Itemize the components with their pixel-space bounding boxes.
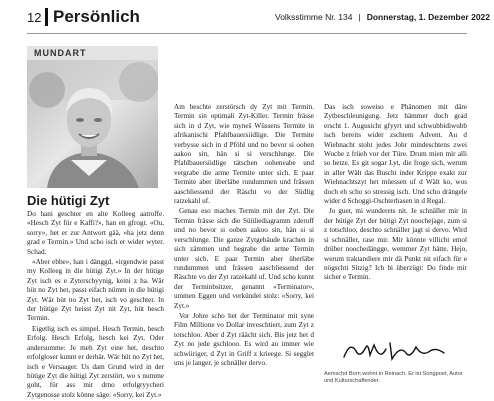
paragraph: Genau eso maches Termin mit der Zyt. Die Termin frässe sich die Süüliediagramm zderuff und no bevor si ooben aakoo sin, hän si si verschlunge. Die ganze Zytgebäude krachen in sich zämmen und begrabe die arme Termin unter sich. E paar Termin aber überläbe rundummen und frässen aaschliessend der Räschte vo der Zyt ratzekahl uf. Und scho kunnt der Terminbsitzer, genannt «Terminator», ummen Eggen und verkündet stolz: «Sorry, kei Zyt.» bbox=[174, 207, 314, 310]
section-title: Persönlich bbox=[53, 7, 140, 26]
paragraph: Das isch soweiso e Phänomen mit däre Zytbeschleunigung. Jetz hämmer doch grad erscht 1. Augusicht gfyyrt und schwubbidiwubb isch bereits wider zschtem Advent. Au d Wiehnacht stoht jedes Johr mindeschtens zwei Wuche z früeh vor der Türe. Drum mien mir alli so hetze. Es git sogar Lyt, die froge sich, werum in aller Wält das Buschi inder Krippe exakt zur Wiehnachtszyt het müessen uf d Wält ko, wos doch eh scho so stressig isch. Und scho drängele wider d Schoggi-Oschterhasen in d Regal. bbox=[324, 103, 467, 206]
page-number: 12 bbox=[27, 10, 42, 25]
author-photo bbox=[27, 60, 158, 188]
paragraph: Jo guet, mi wunderets nit. Je schnäller mir in der hütige Zyt der hütigi Zyt noochejage, zum si z totschloo, deschto schnäller jagt si dervo. Wird si schnäller, rase mir. Mir könnte villicht emol drüber noochedängge, wemmer Zyt hätte. Hejo, werum traktandiere mir dä Punkt nit eifach für e nögschti Sitzig? Ich bi überzügt: Do finde mir sicher e Termin. bbox=[324, 207, 467, 282]
article-column-3 bbox=[324, 103, 467, 284]
paragraph: Eigetlig isch es simpel. Hesch Termin, hesch Erfolg. Hesch Erfolg, hesch kei Zyt. Oder andersumme: Je meh Zyt eine het, deschto erfolgloser kunnt er derhär. Wär hüt no Zyt het, isch e Versaager. Us dam Grund wird in der hütige Zyt die hütigi Zyt zerstört, wo s numme goht, für ass mir drno erfolgryycheri Zytgenosse stolz könne säge: «Sorry, kei Zyt.» bbox=[27, 324, 164, 399]
article-headline: Die hütigi Zyt bbox=[27, 193, 110, 208]
publication-date: Donnerstag, 1. Dezember 2022 bbox=[366, 12, 491, 22]
author-signature bbox=[340, 337, 450, 365]
paragraph: Vor Johre scho het der Terminator mit syne Film Millione vo Dollar inveschtiert, zum Zyt z totschloo. Aber d Zyt räächt sich. Bis jetz het d Zyt no jede gschlooo. Es wird au immer wie schwiiriger, d Zyt in Griff z krieege. Si segglet uns je langer, je schnäller dervo. bbox=[174, 311, 314, 367]
separator: | bbox=[358, 12, 361, 22]
header-divider bbox=[45, 8, 48, 26]
paragraph: Do hani geschter en alte Kolleeg aatroffe. «Hesch Zyt für e Kaffi?», han en gfrogt. «Ou, sorry», het er zur Antwort gää, «ha jetz denn grad e Termin.» Und scho isch er wider wyter. Schad. bbox=[27, 210, 164, 256]
page-header bbox=[0, 0, 494, 34]
paragraph: «Aber ebbe», han i dänggd, «irgendwie passt my Kolleeg in die hütigi Zyt.» In der hütige Zyt isch es e Zyterschyynig, keini z ha. Wär hüt no Zyt het, passt eifach nümm in die hütigi Zyt. Wär hüt no Zyt het, isch vo geschter. In der hütige Zyt heisst Zyt nit Zyt, hüt hesch Termin. bbox=[27, 258, 164, 323]
publication-info bbox=[275, 12, 490, 22]
article-column-2 bbox=[174, 103, 314, 369]
author-portrait-image bbox=[27, 60, 158, 188]
kicker-label: MUNDART bbox=[34, 48, 87, 58]
publication-issue: Volksstimme Nr. 134 bbox=[275, 12, 353, 22]
article-column-1 bbox=[27, 210, 164, 401]
paragraph: Am beschte zerstörsch dy Zyt mit Termin. Termin sin optimali Zyt-Killer. Termin frässe sich in d Zyt, wie myneš Wüssens Termite in afrikanischi Pfahlbauersiidlige. Die Termite verbysse sich in d Pföhl und no bevor si ooben aakoo sin, hän si si verschlunge. Die Pfahlbauersiidlige tätschen ooheneabe und vergrabe die arme Termite unter sich. E paar Termite aber überläbe rundummen und frässen aaschliessend der Räscht vo der Siidlig ratzekahl uf. bbox=[174, 103, 314, 206]
author-credit: Aemsch​d Born wohnt in Reinach. Er ist Songpoet, Autor und Kulturschaffender. bbox=[324, 371, 463, 385]
header-rule bbox=[27, 33, 467, 34]
